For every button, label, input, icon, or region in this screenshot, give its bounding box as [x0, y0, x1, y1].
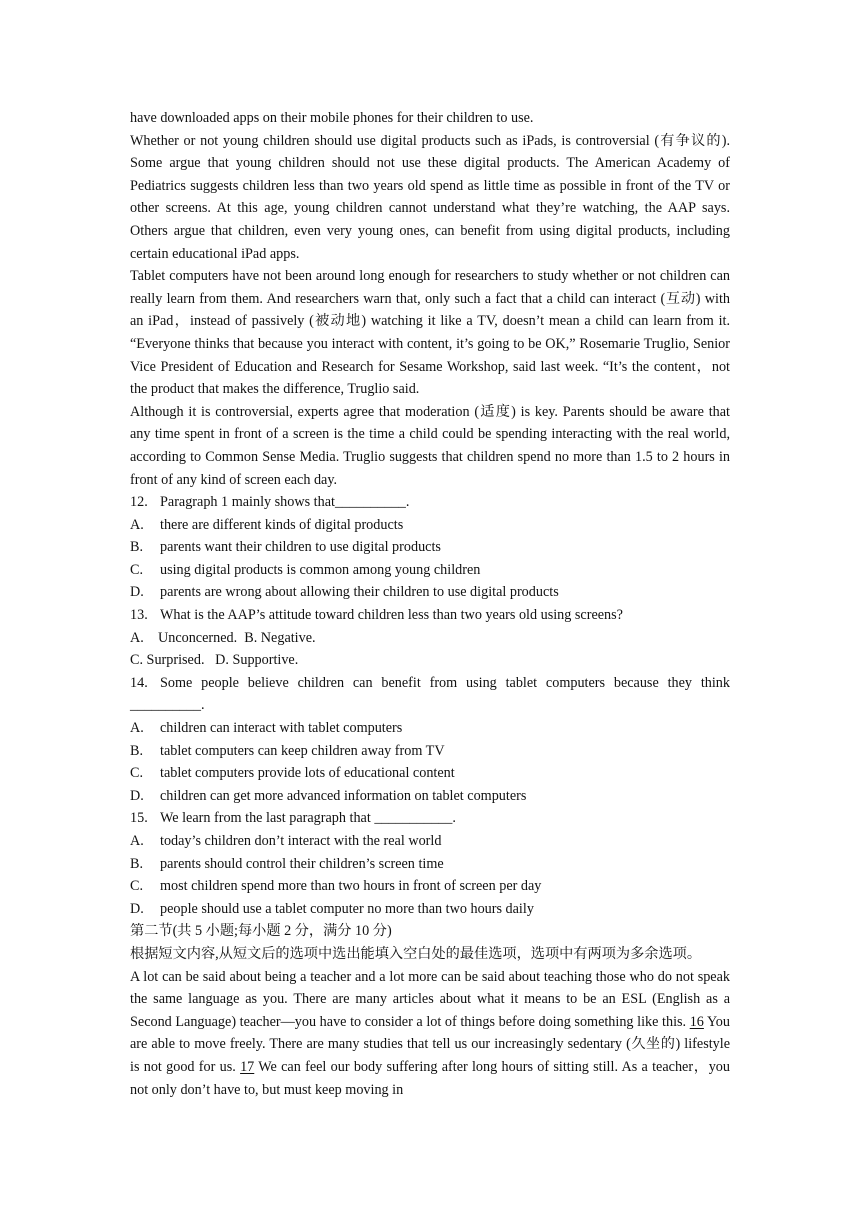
option-14-d [130, 785, 730, 808]
option-label: D. [130, 787, 144, 804]
option-14-b [130, 740, 730, 763]
option-label: B. [130, 742, 144, 759]
question-stem: We learn from the last paragraph that ___________. [160, 810, 456, 827]
question-14 [130, 672, 730, 717]
option-15-c [130, 875, 730, 898]
option-text: people should use a tablet computer no more than two hours daily [160, 900, 534, 917]
option-label: D. [130, 584, 144, 601]
option-label: D. [130, 900, 144, 917]
option-label: B. [130, 539, 144, 556]
option-label: A. [130, 833, 144, 849]
option-15-d [130, 898, 730, 921]
option-label: A. [130, 516, 144, 533]
option-14-c [130, 762, 730, 785]
option-text: tablet computers can keep children away from TV [160, 742, 445, 759]
question-stem: Some people believe children can benefit from using tablet computers because they think __________. [130, 674, 730, 714]
document-page [130, 107, 730, 1101]
option-label: B. [130, 855, 144, 872]
option-label: C. [130, 878, 144, 895]
question-number: 12. [130, 494, 148, 511]
question-number: 13. [130, 607, 148, 624]
option-text: today’s children don’t interact with the real world [160, 833, 442, 849]
question-13 [130, 604, 730, 627]
option-text: parents are wrong about allowing their children to use digital products [160, 584, 559, 601]
question-stem: What is the AAP’s attitude toward children less than two years old using screens? [160, 607, 623, 624]
passage-text-2: You are able to move freely. There are many studies that tell us our increasingly sedentary (久坐的) lifestyle is not good for us. [130, 1013, 730, 1075]
question-number: 15. [130, 810, 148, 827]
passage-text-1: A lot can be said about being a teacher and a lot more can be said about teaching those who do not speak the same language as you. There are many articles about what it means to be an ESL (English as a Second Language) teacher—you have to consider a lot of things before doing something like this. [130, 968, 730, 1030]
section-instruction: 根据短文内容,从短文后的选项中选出能填入空白处的最佳选项，选项中有两项为多余选项。 [130, 945, 702, 962]
option-12-d [130, 581, 730, 604]
section-heading: 第二节(共 5 小题;每小题 2 分，满分 10 分) [130, 923, 392, 940]
question-stem: Paragraph 1 mainly shows that__________. [160, 494, 410, 511]
passage-paragraph-3: Although it is controversial, experts agree that moderation (适度) is key. Parents should be aware that any time spent in front of a screen is the time a child could be spending interacting with the real world, according to Common Sense Media. Truglio suggests that children spend no more than 1.5 to 2 hours in front of any kind of screen each day. [130, 403, 730, 488]
option-text: parents want their children to use digital products [160, 539, 441, 556]
option-14-a [130, 717, 730, 740]
option-12-c [130, 559, 730, 582]
option-text: tablet computers provide lots of educational content [160, 765, 455, 782]
question-12 [130, 491, 730, 514]
option-15-a [130, 830, 730, 853]
option-15-b [130, 853, 730, 876]
question-15 [130, 807, 730, 830]
passage-paragraph-0: have downloaded apps on their mobile phones for their children to use. [130, 110, 534, 126]
option-text: children can interact with tablet computers [160, 720, 403, 737]
option-12-b [130, 536, 730, 559]
passage-paragraph-1: Whether or not young children should use digital products such as iPads, is controversial (有争议的). Some argue that young children should not use these digital products. The American Academy of Pediatrics suggests children less than two years old spend as little time as possible in front of the TV or other screens. At this age, young children cannot understand what they’re watching, the AAP says. Others argue that children, even very young ones, can benefit from using digital products, including certain educational iPad apps. [130, 132, 730, 262]
option-text: most children spend more than two hours in front of screen per day [160, 878, 542, 895]
option-12-a [130, 514, 730, 537]
option-text: using digital products is common among young children [160, 561, 481, 578]
option-label: C. [130, 765, 144, 782]
passage-paragraph-2: Tablet computers have not been around long enough for researchers to study whether or not children can really learn from them. And researchers warn that, only such a fact that a child can interact (互动) with an iPad，instead of passively (被动地) watching it like a TV, doesn’t mean a child can learn from it. “Everyone thinks that because you interact with content, it’s going to be OK,” Rosemarie Truglio, Senior Vice President of Education and Research for Sesame Workshop, said last week. “It’s the content，not the product that makes the difference, Truglio said. [130, 268, 730, 398]
option-text: parents should control their children’s screen time [160, 855, 444, 872]
cloze-passage [130, 966, 730, 1102]
passage-text-3: We can feel our body suffering after long hours of sitting still. As a teacher，you not only don’t have to, but must keep moving in [130, 1058, 730, 1098]
options-13-line-2: C. Surprised. D. Supportive. [130, 652, 299, 669]
blank-16: 16 [689, 1013, 704, 1030]
option-text: there are different kinds of digital products [160, 516, 404, 533]
options-13-line-1: A. Unconcerned. B. Negative. [130, 629, 316, 646]
option-label: C. [130, 561, 144, 578]
option-label: A. [130, 720, 144, 737]
question-number: 14. [130, 674, 148, 691]
option-text: children can get more advanced information on tablet computers [160, 787, 527, 804]
blank-17: 17 [240, 1058, 255, 1075]
